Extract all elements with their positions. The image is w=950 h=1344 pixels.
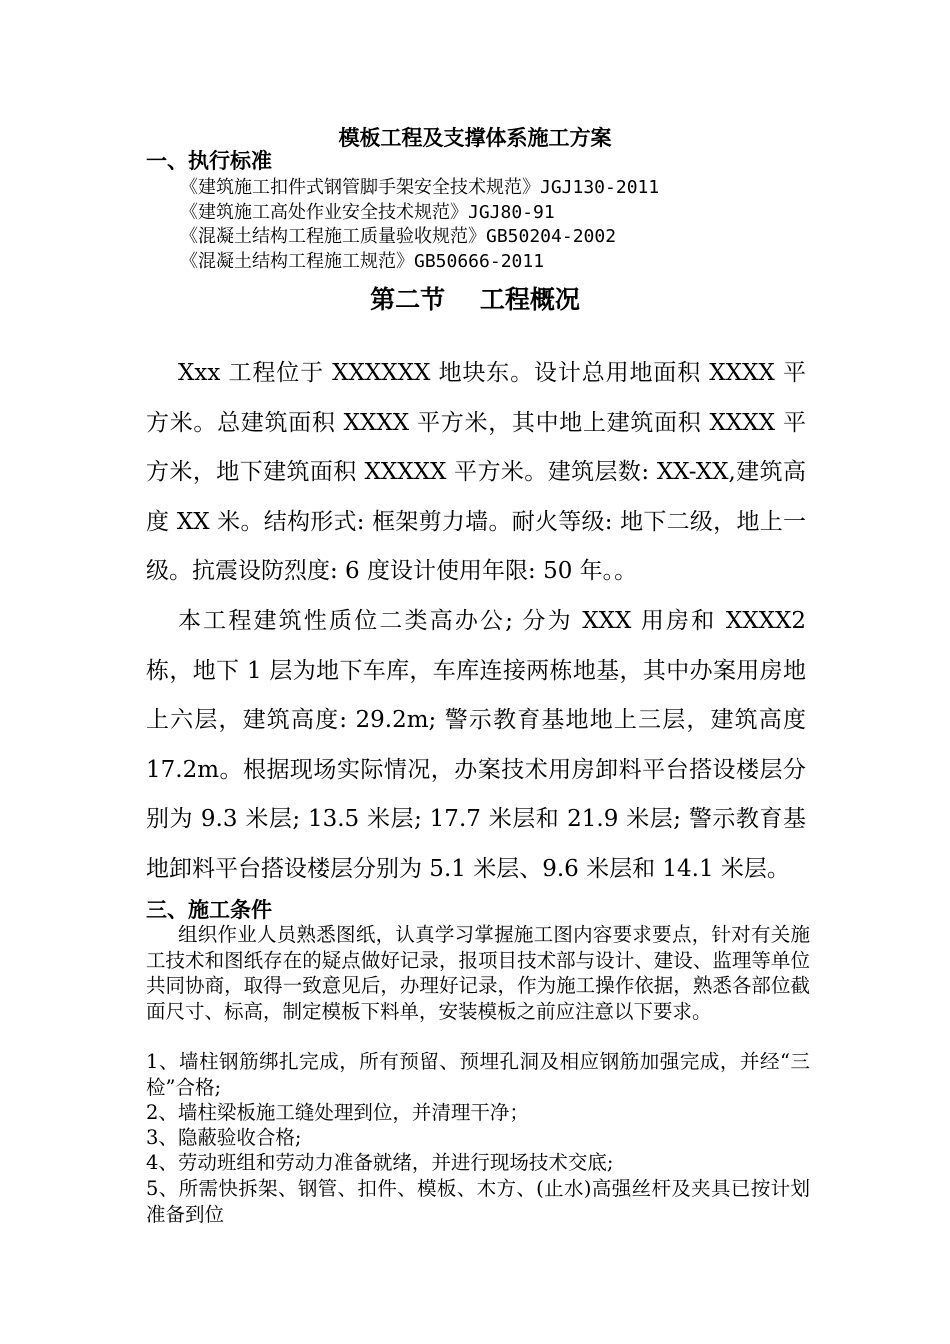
standard-item: 《建筑施工扣件式钢管脚手架安全技术规范》JGJ130-2011 xyxy=(180,177,660,198)
condition-item: 1、墙柱钢筋绑扎完成，所有预留、预埋孔洞及相应钢筋加强完成，并经“三检”合格; xyxy=(146,1050,810,1099)
condition-item: 4、劳动班组和劳动力准备就绪，并进行现场技术交底; xyxy=(146,1151,614,1174)
condition-item: 2、墙柱梁板施工缝处理到位，并清理干净； xyxy=(146,1101,529,1124)
standard-item: 《混凝土结构工程施工质量验收规范》GB50204-2002 xyxy=(180,226,617,247)
condition-item: 5、所需快拆架、钢管、扣件、模板、木方、(止水)高强丝杆及夹具已按计划准备到位 xyxy=(146,1177,810,1226)
section-heading-standards: 一、执行标准 xyxy=(146,148,272,173)
conditions-intro: 组织作业人员熟悉图纸，认真学习掌握施工图内容要求要点，针对有关施工技术和图纸存在的疑点做好记录，报项目技术部与设计、建设、监理等单位共同协商，取得一致意见后，办理好记录，作为施工操作依据，熟悉各部位截面尺寸、标高，制定模板下料单，安装模板之前应注意以下要求。 xyxy=(146,923,810,1023)
section-heading-conditions: 三、施工条件 xyxy=(146,897,272,922)
standard-item: 《混凝土结构工程施工规范》GB50666-2011 xyxy=(180,250,545,272)
overview-paragraph: 本工程建筑性质位二类高办公; 分为 XXX 用房和 XXXX2 栋，地下 1 层为地下车库，车库连接两栋地基，其中办案用房地上六层，建筑高度: 29.2m; 警示教育基地地上三层，建筑高度 17.2m。根据现场实际情况，办案技术用房卸料平台搭设楼层分别为 9.3 米层; 13.5 米层; 17.7 米层和 21.9 米层; 警示教育基地卸料平台搭设楼层分别为 5.1 米层、9.6 米层和 14.1 米层。 xyxy=(146,608,806,882)
condition-item: 3、隐蔽验收合格; xyxy=(146,1126,302,1149)
standard-item: 《建筑施工高处作业安全技术规范》JGJ80-91 xyxy=(180,201,555,223)
overview-paragraph: Xxx 工程位于 XXXXXX 地块东。设计总用地面积 XXXX 平方米。总建筑面积 XXXX 平方米，其中地上建筑面积 XXXX 平方米，地下建筑面积 XXXXX 平方米。建筑层数: XX-XX,建筑高度 XX 米。结构形式: 框架剪力墙。耐火等级: 地下二级，地上一级。抗震设防烈度: 6 度设计使用年限: 50 年。。 xyxy=(146,360,806,584)
section-heading-overview: 第二节 工程概况 xyxy=(370,285,580,314)
document-title: 模板工程及支撑体系施工方案 xyxy=(338,125,612,150)
standards-list xyxy=(180,176,659,274)
